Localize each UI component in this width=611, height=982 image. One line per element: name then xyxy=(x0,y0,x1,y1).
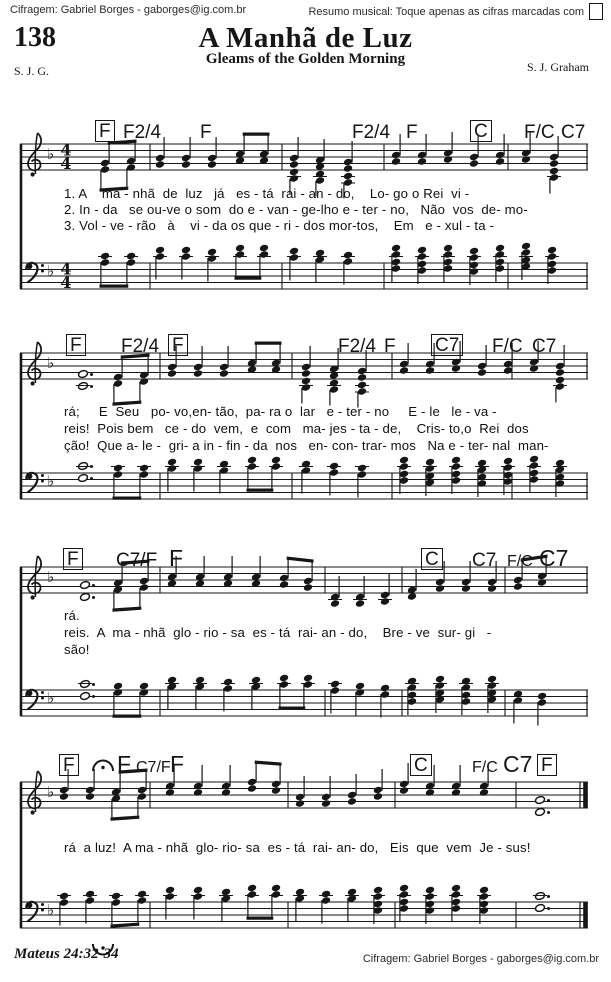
lyric-line: 1. A ma - nhã de luz já es - tá rai - an - do, Lo- go o Rei vi - xyxy=(64,186,470,201)
composer-name: S. J. Graham xyxy=(527,60,589,74)
header-resumo-text: Resumo musical: Toque apenas as cifras marcadas com xyxy=(308,5,584,18)
chord-C7 xyxy=(561,112,585,142)
chord-label: C7 xyxy=(532,336,557,357)
chord-F2-4 xyxy=(338,326,376,356)
chord-F xyxy=(66,326,86,356)
page-title: A Manhã de Luz xyxy=(198,22,413,54)
page-subtitle: Gleams of the Golden Morning xyxy=(205,51,406,67)
chord-C7-F xyxy=(116,540,157,570)
chord-F2-4 xyxy=(352,112,390,142)
chord-F xyxy=(384,326,396,356)
chord-C7 xyxy=(503,746,532,776)
svg-text:4: 4 xyxy=(60,259,72,279)
footer-cifragem: Cifragem: Gabriel Borges - gaborges@ig.com.br xyxy=(362,953,599,965)
chord-label: C7 xyxy=(539,545,569,571)
svg-text:4: 4 xyxy=(60,154,72,173)
chord-F-C xyxy=(492,326,523,356)
chord-label: F/C xyxy=(507,553,533,570)
system-4-notation xyxy=(20,761,588,955)
chord-F xyxy=(406,112,418,142)
chord-label: C7/F xyxy=(116,550,158,571)
chord-F-C xyxy=(507,540,533,570)
scripture-reference: Mateus 24:32-34 xyxy=(14,946,119,962)
lyric-line: 2. In - da se ou-ve o som do e - van - ge-lho e - ter - no, Não vos de- mo- xyxy=(64,202,528,217)
chord-label: C7 xyxy=(561,122,586,143)
svg-text:♭: ♭ xyxy=(47,262,55,280)
chord-F2-4 xyxy=(121,326,159,356)
chord-label: F xyxy=(384,336,396,357)
chord-label: C7 xyxy=(472,550,497,571)
chord-F xyxy=(537,746,557,776)
chord-label: F xyxy=(63,548,83,570)
chord-label: F xyxy=(406,122,418,143)
chord-C7 xyxy=(532,326,556,356)
svg-text:♭: ♭ xyxy=(47,783,55,801)
chord-label: F2/4 xyxy=(123,122,162,143)
chord-F-C xyxy=(472,746,498,776)
lyric-line: ção! Que a- le - gri- a in - fin - da nos en- con- trar- mos Na e - ter- nal man- xyxy=(64,438,549,453)
chord-label: F/C xyxy=(472,759,498,776)
svg-text:4: 4 xyxy=(60,140,72,160)
chord-C xyxy=(421,540,443,570)
chord-label: F2/4 xyxy=(338,336,377,357)
chord-label: C xyxy=(421,548,443,570)
chord-C7 xyxy=(431,326,463,356)
lyric-line: são! xyxy=(64,642,90,657)
chord-label: F xyxy=(66,334,86,356)
author-initials: S. J. G. xyxy=(14,64,50,78)
lyric-line: 3. Vol - ve - rão à vi - da os que - ri - dos mor-tos, Em e - xul - ta - xyxy=(64,218,495,233)
hymn-number: 138 xyxy=(14,22,56,53)
chord-label: F/C xyxy=(524,122,555,143)
chord-F xyxy=(59,746,79,776)
lyric-line: rá a luz! A ma - nhã glo- rio- sa es - tá rai- an- do, Eis que vem Je - sus! xyxy=(64,840,531,855)
chord-label: F xyxy=(170,751,185,777)
chord-label: C7 xyxy=(431,334,463,356)
chord-label: F xyxy=(537,754,557,776)
chord-F2-4 xyxy=(123,112,161,142)
chord-label: F xyxy=(169,545,184,571)
chord-label: F/C xyxy=(492,336,523,357)
chord-label: F xyxy=(59,754,79,776)
chord-F xyxy=(168,326,188,356)
svg-text:♭: ♭ xyxy=(47,145,55,163)
chord-label: F xyxy=(168,334,188,356)
chord-label: F xyxy=(200,122,212,143)
chord-F xyxy=(117,746,131,776)
system-3-notation xyxy=(20,555,588,726)
chord-label: F2/4 xyxy=(121,336,160,357)
svg-text:♭: ♭ xyxy=(47,901,55,919)
lyric-line: reis. A ma - nhã glo - rio - sa es - tá rai- an - do, Bre - ve sur- gi - xyxy=(64,625,492,640)
svg-text:♭: ♭ xyxy=(47,472,55,490)
chord-F xyxy=(63,540,83,570)
lyric-line: rá; E Seu po- vo,en- tão, pa- ra o lar e - ter - no E - le le - va - xyxy=(64,404,497,419)
chord-F xyxy=(170,746,184,776)
chord-label: C7 xyxy=(503,751,533,777)
svg-text:4: 4 xyxy=(60,273,72,292)
chord-C7 xyxy=(472,540,496,570)
chord-C7 xyxy=(539,540,568,570)
chord-C xyxy=(410,746,432,776)
svg-text:♭: ♭ xyxy=(47,568,55,586)
svg-text:♭: ♭ xyxy=(47,689,55,707)
chord-label: F xyxy=(117,751,132,777)
chord-F-C xyxy=(524,112,555,142)
chord-F xyxy=(200,112,212,142)
chord-F xyxy=(169,540,183,570)
chord-label: C xyxy=(470,120,492,142)
chord-F xyxy=(95,112,115,142)
lyric-line: rá. xyxy=(64,608,80,623)
chord-label: F2/4 xyxy=(352,122,391,143)
header-cifragem: Cifragem: Gabriel Borges - gaborges@ig.com.br xyxy=(10,4,247,16)
chord-label: C7/F xyxy=(136,759,171,776)
lyric-line: reis! Pois bem ce - do vem, e com ma- jes - ta - de, Cris- to,o Rei dos xyxy=(64,421,529,436)
chord-C xyxy=(470,112,492,142)
chord-C7-F xyxy=(136,746,171,776)
chord-label: C xyxy=(410,754,432,776)
svg-text:♭: ♭ xyxy=(47,354,55,372)
chord-label: F xyxy=(95,120,115,142)
